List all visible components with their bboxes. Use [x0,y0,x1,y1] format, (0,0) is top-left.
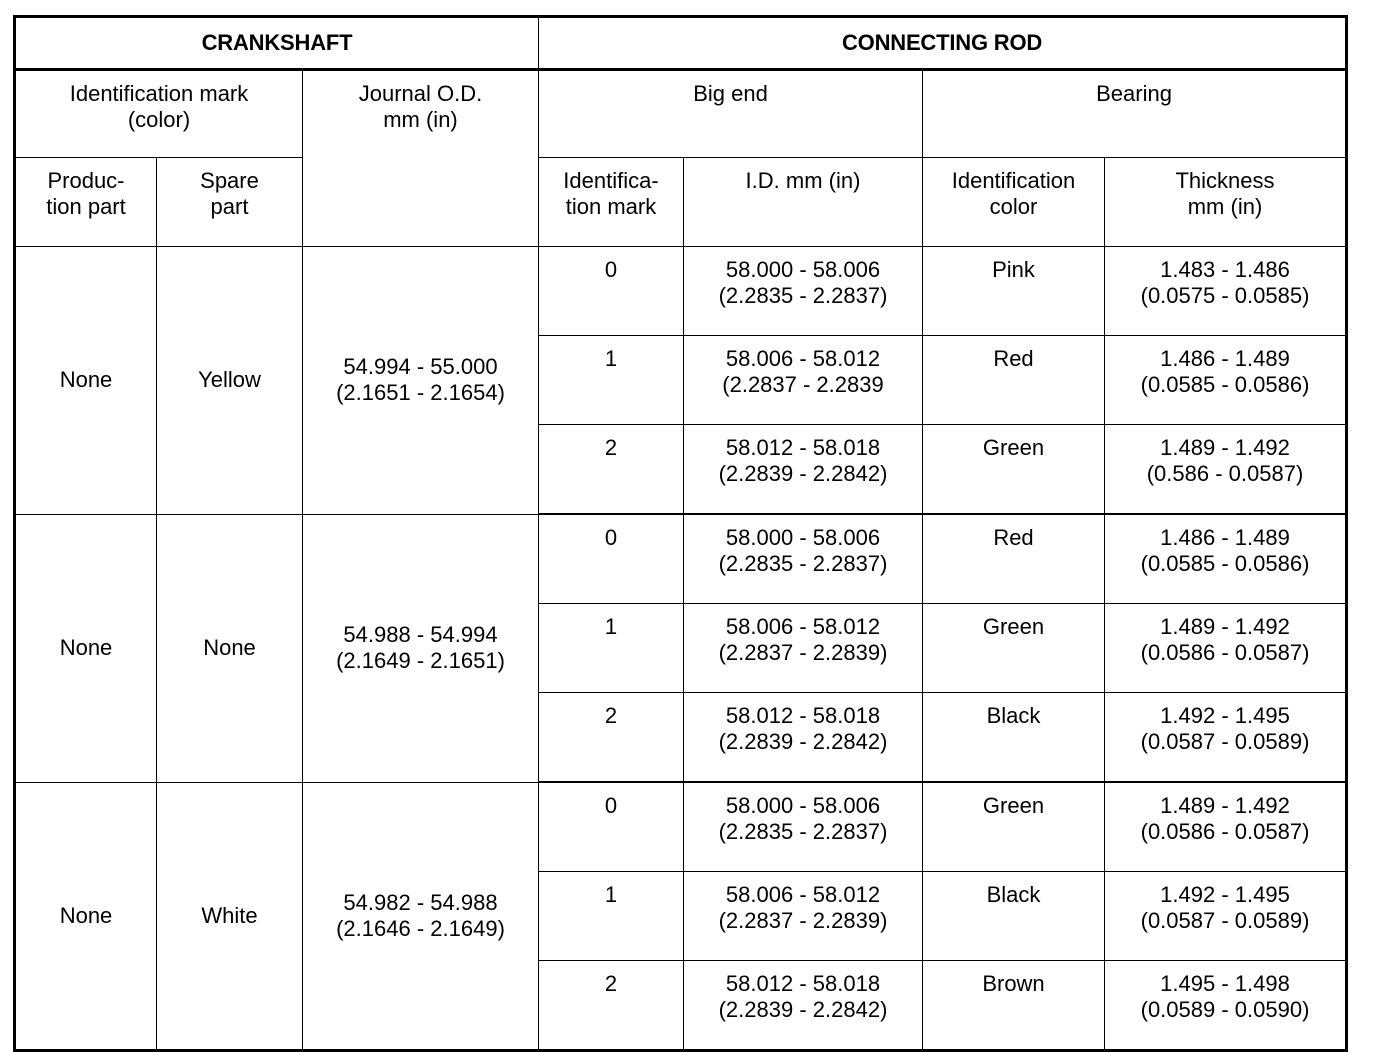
header-line: Produc- [47,168,125,193]
bearing-thickness-cell [1105,782,1347,872]
cell-line: 1.489 - 1.492 [1160,614,1290,639]
header-line: tion mark [565,194,657,219]
journal-od-cell [303,782,539,1051]
big-end-id-cell [684,693,923,783]
spare-part-cell: Yellow [157,247,303,515]
header-line: (color) [127,107,191,132]
bearing-color-cell: Green [923,425,1105,515]
big-end-mark-cell: 2 [539,693,684,783]
header-line: Identification mark [69,81,249,106]
cell-line: (0.0585 - 0.0586) [1140,372,1310,397]
bearing-thickness-cell [1105,336,1347,425]
bearing-thickness-cell [1105,693,1347,783]
bearing-color-cell: Black [923,872,1105,961]
cell-line: (2.2837 - 2.2839 [722,372,884,397]
bearing-thickness-cell [1105,961,1347,1051]
cell-line: 1.483 - 1.486 [1160,257,1290,282]
cell-line: 1.486 - 1.489 [1160,346,1290,371]
bearing-thickness-header [1105,158,1347,247]
cell-line: 58.000 - 58.006 [725,257,881,282]
big-end-mark-cell: 2 [539,425,684,515]
cell-line: (2.2839 - 2.2842) [718,461,888,486]
bearing-color-cell: Red [923,336,1105,425]
cell-line: 1.486 - 1.489 [1160,525,1290,550]
production-part-cell: None [15,514,157,782]
spec-table-body [15,247,1347,1051]
big-end-mark-cell: 1 [539,604,684,693]
cell-line: 58.012 - 58.018 [725,435,881,460]
cell-line: (2.2837 - 2.2839) [718,640,888,665]
bearing-thickness-cell [1105,514,1347,604]
table-row [15,247,1347,336]
cell-line: (0.0586 - 0.0587) [1140,640,1310,665]
big-end-identification-mark-header [539,158,684,247]
cell-line: 1.492 - 1.495 [1160,703,1290,728]
cell-line: (2.2835 - 2.2837) [718,551,888,576]
production-part-cell: None [15,782,157,1051]
cell-line: (2.2837 - 2.2839) [718,908,888,933]
bearing-header: Bearing [923,70,1347,158]
header-line: Spare [200,168,259,193]
big-end-header: Big end [539,70,923,158]
crankshaft-connecting-rod-spec-table [13,15,1348,1052]
cell-line: (2.1646 - 2.1649) [336,915,505,941]
header-line: Identifica- [563,168,659,193]
production-part-cell: None [15,247,157,515]
table-row [15,514,1347,604]
bearing-color-cell: Brown [923,961,1105,1051]
header-line: mm (in) [1187,194,1263,219]
bearing-thickness-cell [1105,425,1347,515]
big-end-mark-cell: 0 [539,247,684,336]
spare-part-header [157,158,303,247]
cell-line: (2.1649 - 2.1651) [336,648,505,673]
cell-line: (0.0586 - 0.0587) [1140,819,1310,844]
bearing-color-cell: Black [923,693,1105,783]
cell-line: 54.988 - 54.994 [343,622,498,647]
bearing-thickness-cell [1105,247,1347,336]
cell-line: 58.000 - 58.006 [725,525,881,550]
cell-line: (2.2835 - 2.2837) [718,819,888,844]
bearing-color-cell: Green [923,782,1105,872]
bearing-identification-color-header [923,158,1105,247]
big-end-id-cell [684,872,923,961]
cell-line: 58.006 - 58.012 [725,882,881,907]
cell-line: 1.489 - 1.492 [1160,435,1290,460]
connecting-rod-header: CONNECTING ROD [539,17,1347,70]
cell-line: (0.0587 - 0.0589) [1140,729,1310,754]
spare-part-cell: None [157,514,303,782]
big-end-id-cell [684,247,923,336]
journal-od-header [303,70,539,247]
header-line: part [210,194,249,219]
header-line: color [989,194,1038,219]
big-end-mark-cell: 2 [539,961,684,1051]
header-line: Journal O.D. [358,81,483,106]
big-end-mark-cell: 0 [539,782,684,872]
cell-line: 1.492 - 1.495 [1160,882,1290,907]
big-end-id-cell [684,336,923,425]
cell-line: 1.495 - 1.498 [1160,971,1290,996]
big-end-id-cell [684,961,923,1051]
big-end-id-cell [684,604,923,693]
big-end-mark-cell: 1 [539,872,684,961]
spare-part-cell: White [157,782,303,1051]
cell-line: (2.2839 - 2.2842) [718,729,888,754]
big-end-mark-cell: 1 [539,336,684,425]
cell-line: 1.489 - 1.492 [1160,793,1290,818]
crankshaft-header: CRANKSHAFT [15,17,539,70]
cell-line: 58.006 - 58.012 [725,614,881,639]
cell-line: 58.012 - 58.018 [725,703,881,728]
cell-line: 58.006 - 58.012 [725,346,881,371]
cell-line: (0.0587 - 0.0589) [1140,908,1310,933]
bearing-thickness-cell [1105,872,1347,961]
identification-mark-header [15,70,303,158]
cell-line: (0.586 - 0.0587) [1146,461,1304,486]
cell-line: (2.2839 - 2.2842) [718,997,888,1022]
cell-line: 58.012 - 58.018 [725,971,881,996]
journal-od-cell [303,247,539,515]
big-end-id-cell [684,425,923,515]
table-row [15,782,1347,872]
header-line: tion part [46,194,126,219]
big-end-id-header: I.D. mm (in) [684,158,923,247]
big-end-id-cell [684,782,923,872]
big-end-id-cell [684,514,923,604]
bearing-color-cell: Green [923,604,1105,693]
cell-line: (2.1651 - 2.1654) [336,380,505,406]
header-line: mm (in) [383,107,458,132]
header-line: Thickness [1175,168,1275,193]
cell-line: 58.000 - 58.006 [725,793,881,818]
cell-line: (2.2835 - 2.2837) [718,283,888,308]
cell-line: (0.0575 - 0.0585) [1140,283,1310,308]
bearing-color-cell: Pink [923,247,1105,336]
big-end-mark-cell: 0 [539,514,684,604]
cell-line: 54.982 - 54.988 [343,889,498,915]
cell-line: (0.0585 - 0.0586) [1140,551,1310,576]
journal-od-cell [303,514,539,782]
bearing-thickness-cell [1105,604,1347,693]
cell-line: 54.994 - 55.000 [343,354,498,380]
header-line: Identification [951,168,1076,193]
cell-line: (0.0589 - 0.0590) [1140,997,1310,1022]
bearing-color-cell: Red [923,514,1105,604]
production-part-header [15,158,157,247]
